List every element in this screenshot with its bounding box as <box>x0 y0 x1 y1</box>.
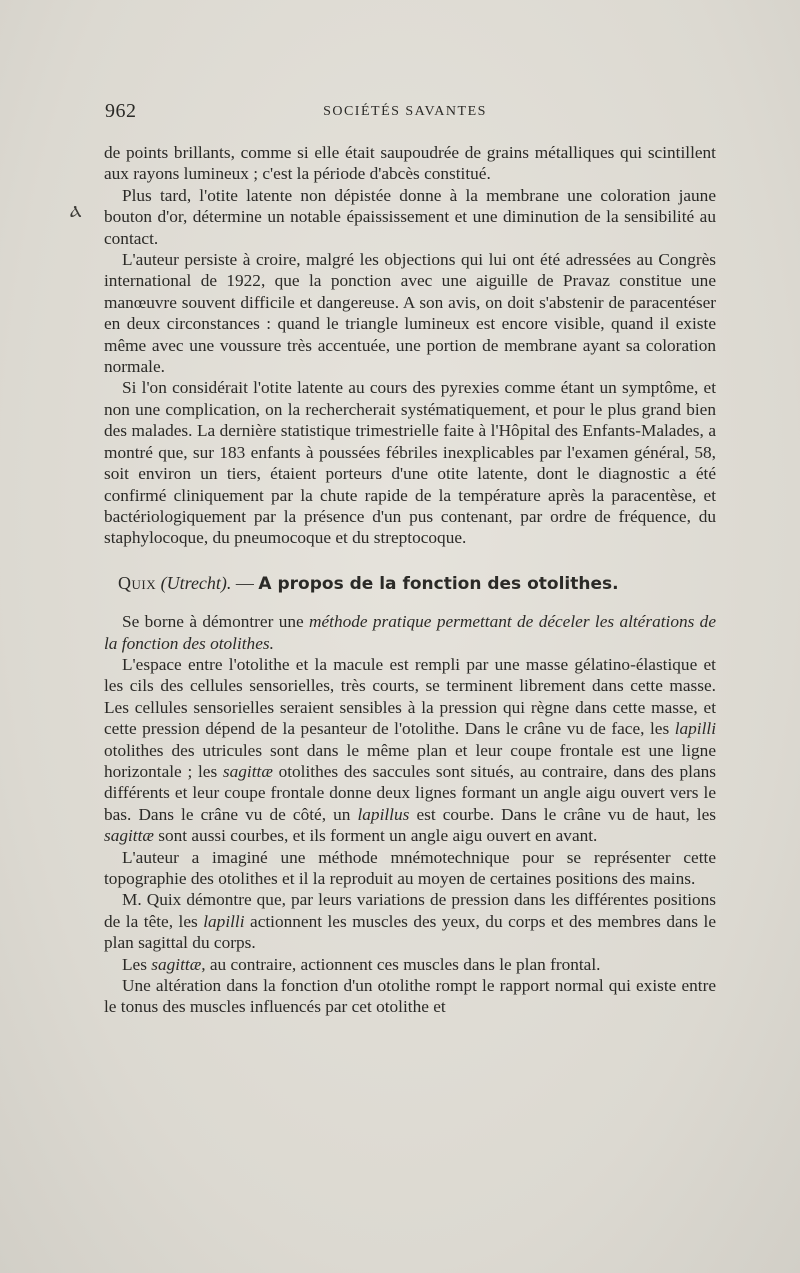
section-paragraph-3: L'auteur a imaginé une méthode mnémotechnique pour se représenter cette topographie des otolithes et il la reproduit au moyen de certaines positions des mains. <box>104 847 716 888</box>
italic-run: sagittæ <box>222 761 273 781</box>
text-run: L'espace entre l'otolithe et la macule est rempli par une masse gélatino-élastique et les cils des cellules sensorielles, très courts, se terminent librement dans cette masse. Les cellules sensorielles seraient sensibles à la pression qui règne dans cette masse, et cette pression dépend de la pesanteur de l'otolithe. Dans le crâne vu de face, les <box>104 654 716 739</box>
paragraph-1: de points brillants, comme si elle était saupoudrée de grains métalliques qui scintillent aux rayons lumineux ; c'est la période d'abcès constitué. <box>104 143 716 184</box>
text-run: M. Quix démontre que, par leurs variations de pression dans les différentes positions de la tête, les <box>104 890 716 931</box>
section-paragraph-2 <box>104 654 716 847</box>
italic-run: méthode pratique permettant de déceler les altérations de la fonction des otolithes. <box>104 612 716 653</box>
running-title: SOCIÉTÉS SAVANTES <box>323 104 487 119</box>
paragraph-3: L'auteur persiste à croire, malgré les objections qui lui ont été adressées au Congrès international de 1922, que la ponction avec une aiguille de Pravaz constitue une manœuvre souvent difficile et dangereuse. A son avis, on doit s'abstenir de paracentéser en deux circonstances : quand le triangle lumineux est encore visible, quand il existe même avec une voussure très accentuée, une portion de membrane ayant sa coloration normale. <box>104 250 716 377</box>
text-run: Les <box>122 954 152 974</box>
section-city: (Utrecht). <box>160 572 232 593</box>
section-author: Quix <box>118 572 157 593</box>
text-run: actionnent les muscles des yeux, du corps et des membres dans le plan sagittal du corps. <box>104 911 716 953</box>
margin-mark: Ⲁ <box>70 204 82 221</box>
section-title: A propos de la fonction des otolithes. <box>258 573 619 594</box>
italic-run: sagittæ <box>104 826 154 846</box>
page-number: 962 <box>105 100 137 122</box>
section-paragraph-1 <box>104 611 716 654</box>
italic-run: sagittæ, <box>151 954 206 974</box>
italic-run: lapillus <box>357 804 410 824</box>
page-header <box>105 100 705 124</box>
body-text <box>104 142 716 1018</box>
italic-run: lapilli <box>674 719 716 739</box>
text-run: otolithes des saccules sont situés, au contraire, dans des plans différents et leur coupe frontale donne deux lignes formant un angle aigu ouvert vers le bas. Dans le crâne vu de côté, un <box>104 761 716 824</box>
text-run: otolithes des utricules sont dans le même plan et leur coupe frontale est une ligne horizontale ; les <box>104 740 716 781</box>
text-run: sont aussi courbes, et ils forment un angle aigu ouvert en avant. <box>153 826 598 846</box>
italic-run: lapilli <box>203 911 245 931</box>
section-paragraph-6: Une altération dans la fonction d'un otolithe rompt le rapport normal qui existe entre le tonus des muscles influencés par cet otolithe et <box>104 976 716 1017</box>
text-run: au contraire, actionnent ces muscles dans le plan frontal. <box>205 954 601 974</box>
section-heading <box>104 573 716 595</box>
section-paragraph-5 <box>104 954 716 975</box>
section-paragraph-4 <box>104 889 716 953</box>
paragraph-2: Plus tard, l'otite latente non dépistée donne à la membrane une coloration jaune bouton d'or, détermine un notable épaississement et une diminution de la sensibilité au contact. <box>104 185 716 248</box>
text-run: est courbe. Dans le crâne vu de haut, les <box>409 804 716 824</box>
section-dash: — <box>235 572 254 593</box>
paragraph-4: Si l'on considérait l'otite latente au cours des pyrexies comme étant un symptôme, et non une complication, on la rechercherait systématiquement, et pour le plus grand bien des malades. La dernière statistique trimestrielle faite à l'Hôpital des Enfants-Malades, a montré que, sur 183 enfants à poussées fébriles inexplicables par l'examen général, 58, soit environ un tiers, étaient porteurs d'une otite latente, dont le diagnostic a été confirmé cliniquement par la chute rapide de la température après la paracentèse, et bactériologiquement par la présence d'un pus contenant, par ordre de fréquence, du staphylocoque, du pneumocoque et du streptocoque. <box>104 378 716 548</box>
text-run: Se borne à démontrer une <box>122 612 310 632</box>
